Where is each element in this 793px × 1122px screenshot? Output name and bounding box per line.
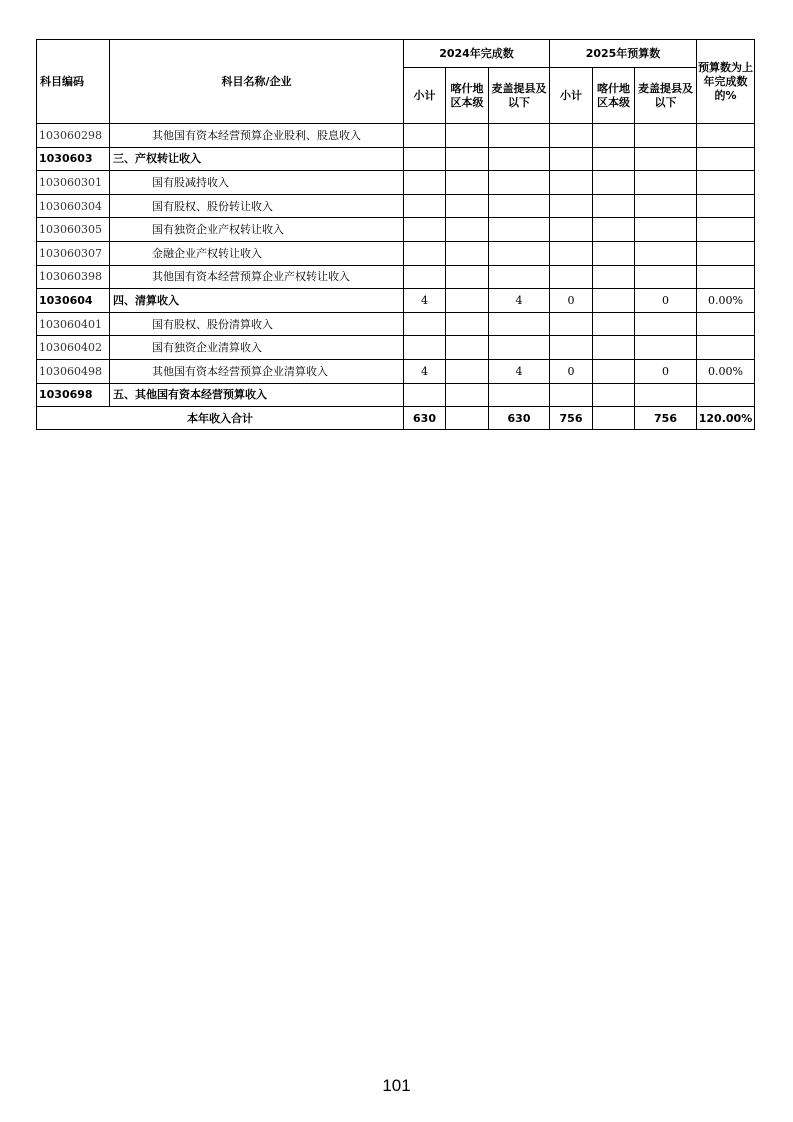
cell-2025-subtotal	[550, 383, 593, 407]
cell-2025-kashgar	[593, 383, 635, 407]
total-2024-subtotal: 630	[404, 407, 446, 430]
total-label: 本年收入合计	[37, 407, 404, 430]
header-2025-subtotal: 小计	[550, 68, 593, 124]
cell-2025-subtotal	[550, 124, 593, 148]
cell-2025-markit	[635, 312, 697, 336]
row-name: 国有股减持收入	[110, 171, 404, 195]
cell-2024-subtotal	[404, 218, 446, 242]
cell-2024-kashgar	[446, 194, 489, 218]
row-code: 103060304	[37, 194, 110, 218]
row-name: 三、产权转让收入	[110, 147, 404, 171]
cell-2024-markit	[489, 218, 550, 242]
header-2025-markit: 麦盖提县及以下	[635, 68, 697, 124]
cell-2024-kashgar	[446, 265, 489, 289]
cell-2025-markit	[635, 218, 697, 242]
cell-ratio	[697, 265, 755, 289]
cell-2024-markit	[489, 241, 550, 265]
header-group-2025: 2025年预算数	[550, 40, 697, 68]
cell-2024-subtotal	[404, 383, 446, 407]
cell-ratio	[697, 312, 755, 336]
table-header	[37, 40, 755, 124]
cell-2024-markit	[489, 147, 550, 171]
cell-ratio: 0.00%	[697, 289, 755, 313]
cell-2025-kashgar	[593, 147, 635, 171]
cell-2024-markit	[489, 171, 550, 195]
row-name: 国有股权、股份清算收入	[110, 312, 404, 336]
cell-2025-subtotal	[550, 265, 593, 289]
row-code: 1030603	[37, 147, 110, 171]
header-2025-kashgar: 喀什地区本级	[593, 68, 635, 124]
row-code: 103060498	[37, 359, 110, 383]
cell-2025-subtotal	[550, 147, 593, 171]
cell-ratio	[697, 241, 755, 265]
table-row	[37, 289, 755, 313]
cell-2025-kashgar	[593, 289, 635, 313]
table-row	[37, 147, 755, 171]
cell-2024-markit	[489, 312, 550, 336]
cell-2024-subtotal: 4	[404, 289, 446, 313]
cell-2025-subtotal: 0	[550, 289, 593, 313]
cell-2024-markit	[489, 265, 550, 289]
cell-2024-subtotal	[404, 194, 446, 218]
cell-2025-kashgar	[593, 312, 635, 336]
cell-2025-markit	[635, 171, 697, 195]
row-name: 其他国有资本经营预算企业清算收入	[110, 359, 404, 383]
row-name: 五、其他国有资本经营预算收入	[110, 383, 404, 407]
row-name: 四、清算收入	[110, 289, 404, 313]
table-row	[37, 312, 755, 336]
cell-2024-markit	[489, 383, 550, 407]
header-group-2024: 2024年完成数	[404, 40, 550, 68]
cell-2024-markit: 4	[489, 289, 550, 313]
row-code: 103060398	[37, 265, 110, 289]
row-code: 103060307	[37, 241, 110, 265]
cell-2024-kashgar	[446, 218, 489, 242]
cell-2025-markit	[635, 336, 697, 360]
row-name: 金融企业产权转让收入	[110, 241, 404, 265]
cell-2025-markit: 0	[635, 289, 697, 313]
cell-2025-markit	[635, 383, 697, 407]
cell-2025-markit: 0	[635, 359, 697, 383]
row-code: 103060298	[37, 124, 110, 148]
row-name: 其他国有资本经营预算企业股利、股息收入	[110, 124, 404, 148]
cell-2024-subtotal	[404, 312, 446, 336]
cell-2025-kashgar	[593, 171, 635, 195]
cell-2024-markit: 4	[489, 359, 550, 383]
header-ratio: 预算数为上年完成数的%	[697, 40, 755, 124]
cell-2025-kashgar	[593, 218, 635, 242]
cell-2024-kashgar	[446, 241, 489, 265]
cell-2024-subtotal	[404, 147, 446, 171]
cell-2024-subtotal	[404, 265, 446, 289]
cell-2024-subtotal	[404, 124, 446, 148]
table-row	[37, 241, 755, 265]
row-name: 国有独资企业清算收入	[110, 336, 404, 360]
cell-2025-subtotal: 0	[550, 359, 593, 383]
cell-2024-kashgar	[446, 171, 489, 195]
cell-ratio	[697, 124, 755, 148]
cell-2025-markit	[635, 194, 697, 218]
cell-2024-subtotal: 4	[404, 359, 446, 383]
cell-2025-kashgar	[593, 265, 635, 289]
cell-2025-markit	[635, 147, 697, 171]
table-row	[37, 359, 755, 383]
header-code: 科目编码	[37, 40, 110, 124]
cell-2025-subtotal	[550, 218, 593, 242]
row-code: 103060305	[37, 218, 110, 242]
row-code: 1030698	[37, 383, 110, 407]
total-ratio: 120.00%	[697, 407, 755, 430]
header-2024-kashgar: 喀什地区本级	[446, 68, 489, 124]
page-number: 101	[382, 1076, 411, 1095]
cell-2025-subtotal	[550, 194, 593, 218]
cell-2024-subtotal	[404, 336, 446, 360]
cell-2025-markit	[635, 265, 697, 289]
header-2024-subtotal: 小计	[404, 68, 446, 124]
budget-table	[36, 39, 755, 430]
row-code: 1030604	[37, 289, 110, 313]
total-2024-kashgar	[446, 407, 489, 430]
row-code: 103060301	[37, 171, 110, 195]
cell-2025-subtotal	[550, 241, 593, 265]
row-name: 国有独资企业产权转让收入	[110, 218, 404, 242]
cell-ratio	[697, 218, 755, 242]
table-row	[37, 171, 755, 195]
cell-ratio	[697, 147, 755, 171]
total-2025-kashgar	[593, 407, 635, 430]
table-row	[37, 218, 755, 242]
cell-2024-markit	[489, 124, 550, 148]
cell-2024-kashgar	[446, 312, 489, 336]
cell-2025-markit	[635, 241, 697, 265]
cell-2024-subtotal	[404, 171, 446, 195]
table-row	[37, 383, 755, 407]
total-row	[37, 407, 755, 430]
cell-2025-kashgar	[593, 194, 635, 218]
cell-ratio	[697, 171, 755, 195]
cell-2025-subtotal	[550, 312, 593, 336]
table-row	[37, 265, 755, 289]
cell-ratio	[697, 194, 755, 218]
row-name: 国有股权、股份转让收入	[110, 194, 404, 218]
table-row	[37, 124, 755, 148]
cell-2024-kashgar	[446, 147, 489, 171]
table-row	[37, 194, 755, 218]
cell-2024-subtotal	[404, 241, 446, 265]
cell-2025-kashgar	[593, 359, 635, 383]
row-code: 103060402	[37, 336, 110, 360]
cell-2024-markit	[489, 194, 550, 218]
cell-ratio	[697, 383, 755, 407]
cell-2025-kashgar	[593, 336, 635, 360]
table-row	[37, 336, 755, 360]
cell-2025-subtotal	[550, 336, 593, 360]
cell-2024-kashgar	[446, 359, 489, 383]
cell-2024-kashgar	[446, 124, 489, 148]
header-name: 科目名称/企业	[110, 40, 404, 124]
row-code: 103060401	[37, 312, 110, 336]
cell-2024-kashgar	[446, 336, 489, 360]
cell-ratio	[697, 336, 755, 360]
header-2024-markit: 麦盖提县及以下	[489, 68, 550, 124]
row-name: 其他国有资本经营预算企业产权转让收入	[110, 265, 404, 289]
cell-2025-kashgar	[593, 124, 635, 148]
total-2025-markit: 756	[635, 407, 697, 430]
table-body	[37, 124, 755, 430]
cell-2025-subtotal	[550, 171, 593, 195]
cell-2024-markit	[489, 336, 550, 360]
cell-ratio: 0.00%	[697, 359, 755, 383]
cell-2024-kashgar	[446, 289, 489, 313]
cell-2024-kashgar	[446, 383, 489, 407]
cell-2025-markit	[635, 124, 697, 148]
total-2024-markit: 630	[489, 407, 550, 430]
cell-2025-kashgar	[593, 241, 635, 265]
total-2025-subtotal: 756	[550, 407, 593, 430]
